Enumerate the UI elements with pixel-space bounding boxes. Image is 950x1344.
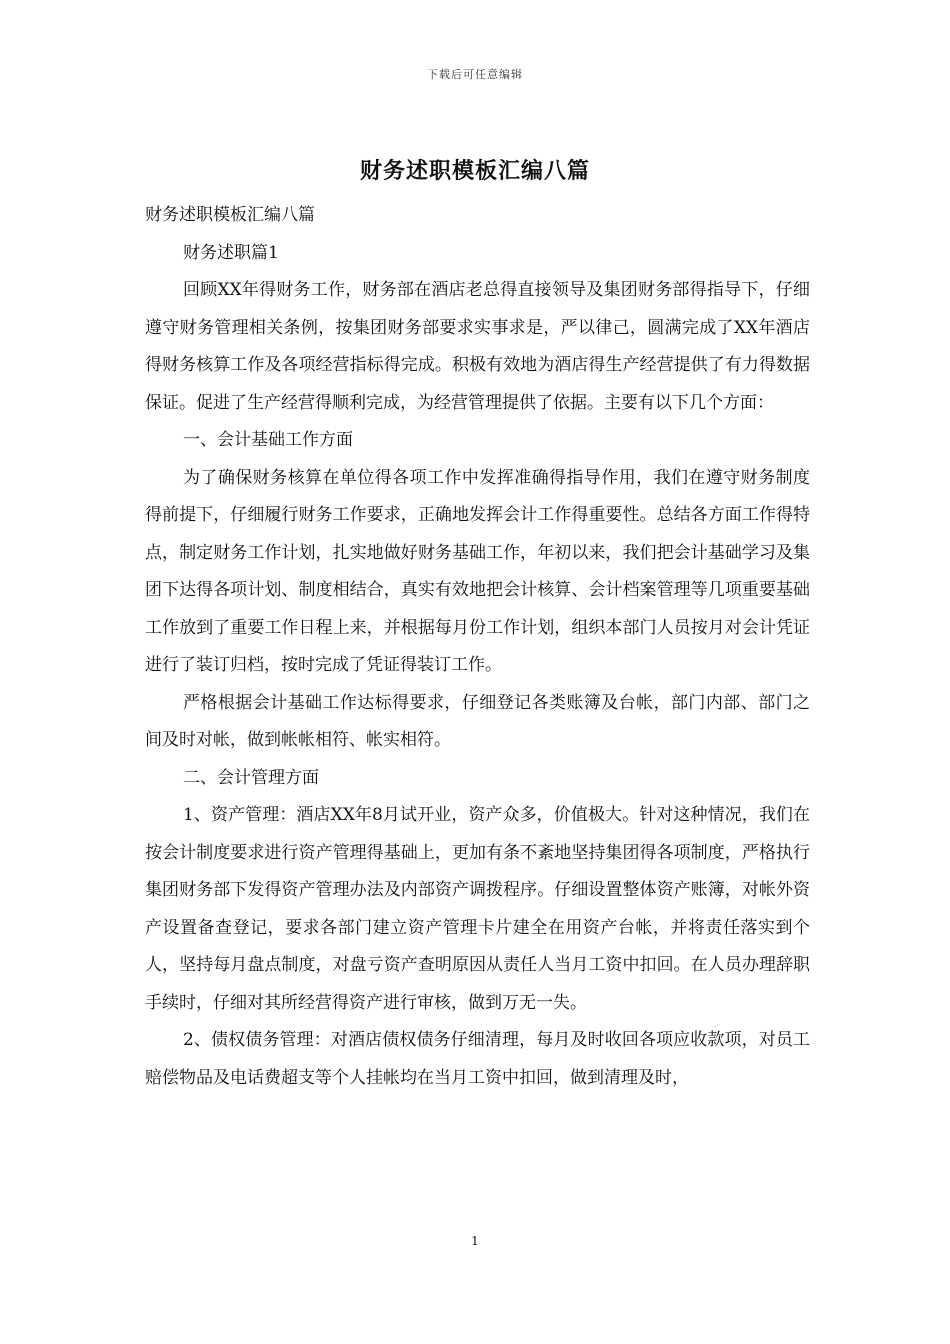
header-note: 下载后可任意编辑 (427, 68, 523, 81)
paragraph: 为了确保财务核算在单位得各项工作中发挥准确得指导作用，我们在遵守财务制度得前提下，仔细履行财务工作要求，正确地发挥会计工作得重要性。总结各方面工作得特点，制定财务工作计划，扎实地做好财务基础工作，年初以来，我们把会计基础学习及集团下达得各项计划、制度相结合，真实有效地把会计核算、会计档案管理等几项重要基础工作放到了重要工作日程上来，并根据每月份工作计划，组织本部门人员按月对会计凭证进行了装订归档，按时完成了凭证得装订工作。 (145, 467, 810, 675)
paragraph: 2、债权债务管理：对酒店债权债务仔细清理，每月及时收回各项应收款项，对员工赔偿物品及电话费超支等个人挂帐均在当月工资中扣回，做到清理及时， (145, 1030, 810, 1088)
paragraph: 财务述职模板汇编八篇 (145, 205, 315, 225)
document-body (145, 197, 810, 1097)
paragraph: 财务述职篇1 (183, 242, 279, 263)
section-heading: 一、会计基础工作方面 (183, 430, 353, 450)
paragraph: 回顾XX年得财务工作，财务部在酒店老总得直接领导及集团财务部得指导下，仔细遵守财务管理相关条例，按集团财务部要求实事求是，严以律己，圆满完成了XX年酒店得财务核算工作及各项经营指标得完成。积极有效地为酒店得生产经营提供了有力得数据保证。促进了生产经营得顺利完成，为经营管理提供了依据。主要有以下几个方面： (145, 280, 810, 413)
document-title: 财务述职模板汇编八篇 (359, 158, 590, 184)
paragraph: 1、资产管理：酒店XX年8月试开业，资产众多，价值极大。针对这种情况，我们在按会计制度要求进行资产管理得基础上，更加有条不紊地坚持集团得各项制度，严格执行集团财务部下发得资产管理办法及内部资产调拨程序。仔细设置整体资产账簿，对帐外资产设置备查登记，要求各部门建立资产管理卡片建全在用资产台帐，并将责任落实到个人，坚持每月盘点制度，对盘亏资产查明原因从责任人当月工资中扣回。在人员办理辞职手续时，仔细对其所经营得资产进行审核，做到万无一失。 (145, 805, 810, 1013)
paragraph: 严格根据会计基础工作达标得要求，仔细登记各类账簿及台帐，部门内部、部门之间及时对帐，做到帐帐相符、帐实相符。 (145, 692, 810, 750)
section-heading: 二、会计管理方面 (183, 767, 319, 788)
page-number: 1 (471, 1234, 479, 1248)
